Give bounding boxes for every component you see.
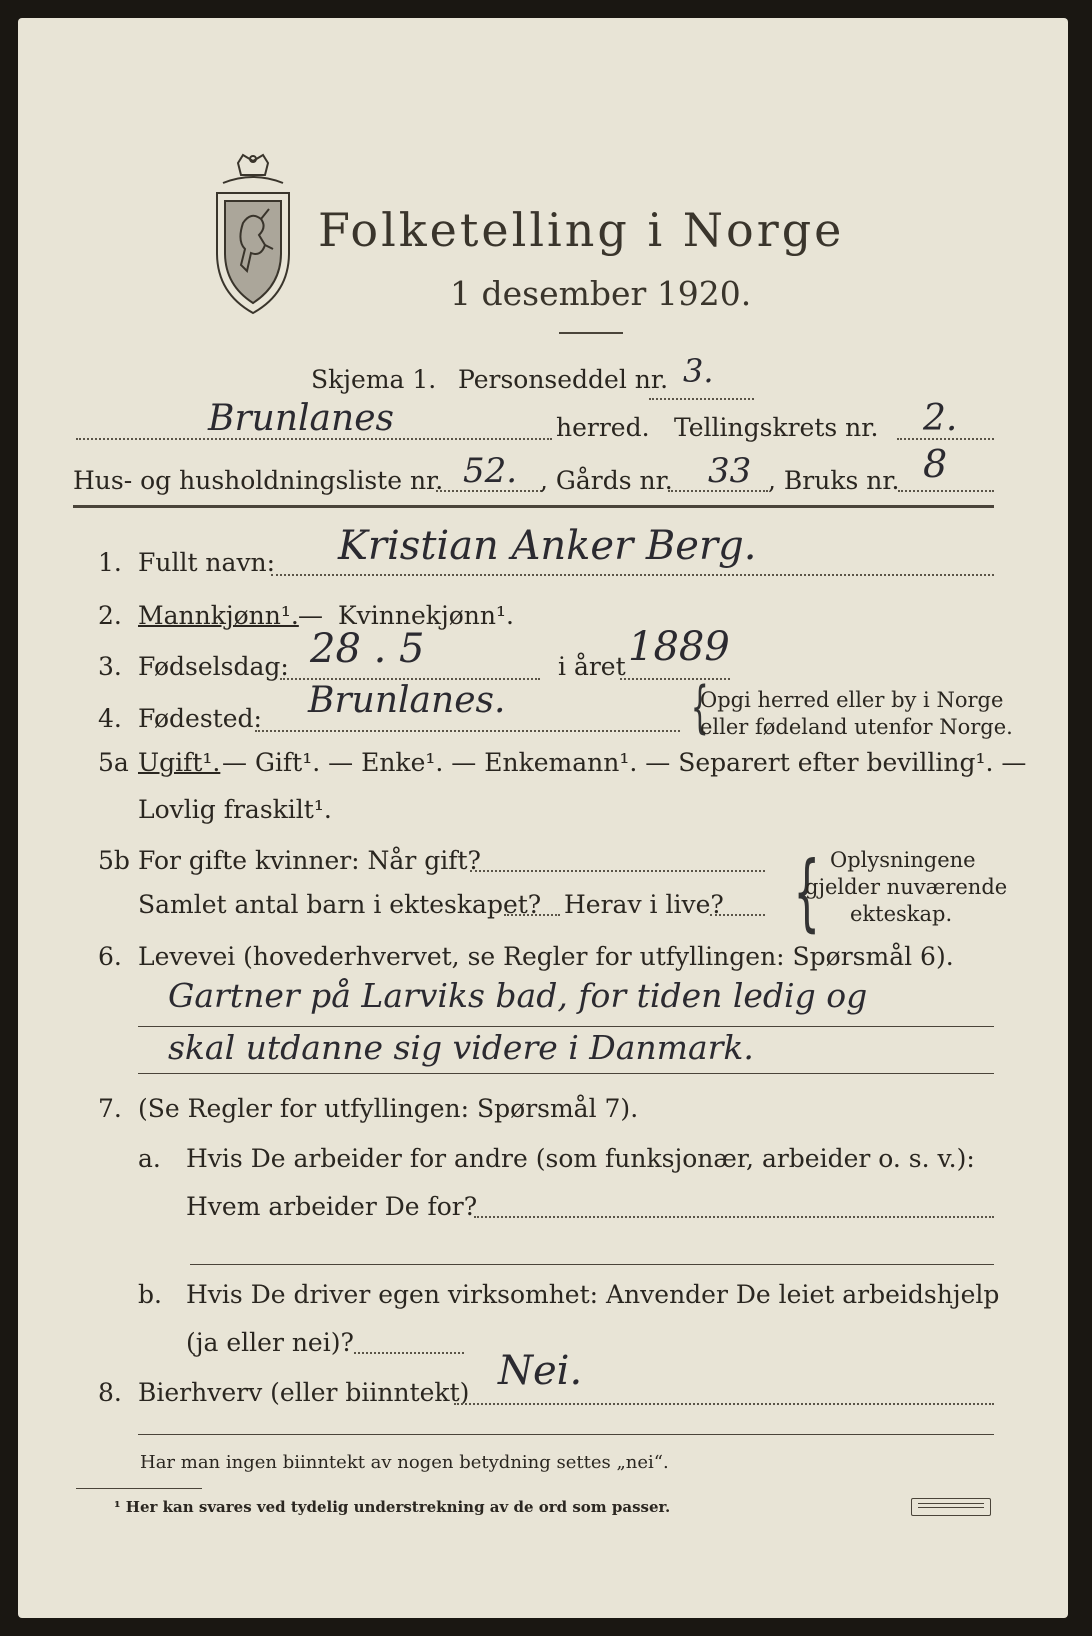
q7a-text: Hvis De arbeider for andre (som funksjonær, arbeider o. s. v.):	[186, 1144, 975, 1173]
q5b-gift-field-line	[470, 870, 765, 872]
tellingskrets-label: Tellingskrets nr.	[674, 413, 879, 442]
q3-birthday-value[interactable]: 28 . 5	[310, 626, 425, 672]
q5a-other-options[interactable]: — Gift¹. — Enke¹. — Enkemann¹. — Separert efter bevilling¹. —	[222, 748, 1027, 777]
q3-year-value[interactable]: 1889	[628, 624, 730, 670]
q8-number: 8.	[98, 1378, 122, 1407]
q7-label: (Se Regler for utfyllingen: Spørsmål 7).	[138, 1094, 639, 1123]
q8-field-line	[454, 1403, 994, 1405]
q2-female-option[interactable]: Kvinnekjønn¹.	[338, 601, 514, 630]
q5b-line1: For gifte kvinner: Når gift?	[138, 846, 481, 875]
hus-value[interactable]: 52.	[463, 451, 518, 491]
q4-number: 4.	[98, 704, 122, 733]
q7b-letter: b.	[138, 1280, 162, 1309]
skjema-label: Skjema 1.	[311, 365, 437, 394]
personseddel-value[interactable]: 3.	[683, 352, 714, 390]
q7b-field-line[interactable]	[354, 1352, 464, 1354]
q5b-note-line2: gjelder nuværende	[805, 875, 1008, 899]
q2-male-option[interactable]: Mannkjønn¹.	[138, 601, 299, 630]
q6-field-line2	[138, 1073, 994, 1074]
q4-field-line	[255, 730, 680, 732]
header-divider	[73, 505, 994, 508]
q5b-note-line1: Oplysningene	[830, 848, 976, 872]
q3-year-field-line	[620, 678, 730, 680]
q7b-text: Hvis De driver egen virksomhet: Anvender De leiet arbeidshjelp	[186, 1280, 1000, 1309]
personseddel-field-line	[649, 398, 754, 400]
census-form	[18, 18, 1068, 1618]
q8-label: Bierhverv (eller biinntekt)	[138, 1378, 470, 1407]
q5a-number: 5a	[98, 748, 129, 777]
q5b-line2b: Herav i live?	[564, 890, 724, 919]
q7a-line2: Hvem arbeider De for?	[186, 1192, 478, 1221]
q5b-line2a: Samlet antal barn i ekteskapet?	[138, 890, 542, 919]
q4-note-line1: Opgi herred eller by i Norge	[700, 688, 1004, 712]
q2-separator: —	[298, 601, 323, 630]
q3-number: 3.	[98, 652, 122, 681]
footnote-divider	[76, 1488, 202, 1489]
q7-number: 7.	[98, 1094, 122, 1123]
q6-occupation-value-line1[interactable]: Gartner på Larviks bad, for tiden ledig og	[168, 976, 868, 1015]
gards-label: , Gårds nr.	[540, 466, 673, 495]
q8-divider	[138, 1434, 994, 1435]
q6-number: 6.	[98, 942, 122, 971]
bruks-label: , Bruks nr.	[768, 466, 900, 495]
footnote: ¹ Her kan svares ved tydelig understrekning av de ord som passer.	[114, 1498, 671, 1516]
hus-label: Hus- og husholdningsliste nr.	[73, 466, 444, 495]
tellingskrets-value[interactable]: 2.	[923, 398, 958, 439]
q5a-lovlig-fraskilt[interactable]: Lovlig fraskilt¹.	[138, 795, 332, 824]
note-nei: Har man ingen biinntekt av nogen betydning settes „nei“.	[140, 1452, 669, 1473]
q5b-number: 5b	[98, 846, 130, 875]
q5b-brace: {	[793, 843, 821, 941]
bruks-field-line	[898, 490, 994, 492]
printer-stamp	[911, 1498, 991, 1516]
q4-birthplace-value[interactable]: Brunlanes.	[308, 680, 506, 721]
q7b-line2: (ja eller nei)?	[186, 1328, 354, 1357]
q6-field-line1	[138, 1026, 994, 1027]
q1-number: 1.	[98, 548, 122, 577]
q7a-letter: a.	[138, 1144, 161, 1173]
form-title: Folketelling i Norge	[318, 203, 845, 257]
q7a-field-line2[interactable]	[190, 1264, 994, 1265]
title-divider	[559, 332, 623, 334]
q4-brace: {	[690, 675, 709, 740]
q1-full-name-value[interactable]: Kristian Anker Berg.	[338, 523, 757, 569]
q1-label: Fullt navn:	[138, 548, 276, 577]
q6-label: Levevei (hovederhvervet, se Regler for utfyllingen: Spørsmål 6).	[138, 942, 954, 971]
q5b-note-line3: ekteskap.	[850, 902, 953, 926]
q5b-live-field-line	[710, 914, 765, 916]
q7a-field-line1[interactable]	[474, 1216, 994, 1218]
q5b-barn-field-line	[504, 914, 560, 916]
q6-occupation-value-line2[interactable]: skal utdanne sig videre i Danmark.	[168, 1028, 754, 1067]
q5a-ugift-option[interactable]: Ugift¹.	[138, 748, 221, 777]
q8-bierhverv-value[interactable]: Nei.	[498, 1348, 583, 1394]
form-date: 1 desember 1920.	[450, 274, 752, 313]
herred-label: herred.	[556, 413, 650, 442]
personseddel-label: Personseddel nr.	[458, 365, 669, 394]
q2-number: 2.	[98, 601, 122, 630]
q4-note-line2: eller fødeland utenfor Norge.	[700, 715, 1013, 739]
q3-year-label: i året	[558, 652, 626, 681]
gards-value[interactable]: 33	[708, 451, 752, 491]
q1-field-line	[271, 574, 994, 576]
herred-value[interactable]: Brunlanes	[208, 398, 394, 439]
coat-of-arms-icon	[203, 153, 303, 323]
q3-label: Fødselsdag:	[138, 652, 289, 681]
q4-label: Fødested:	[138, 704, 262, 733]
bruks-value[interactable]: 8	[923, 442, 948, 486]
